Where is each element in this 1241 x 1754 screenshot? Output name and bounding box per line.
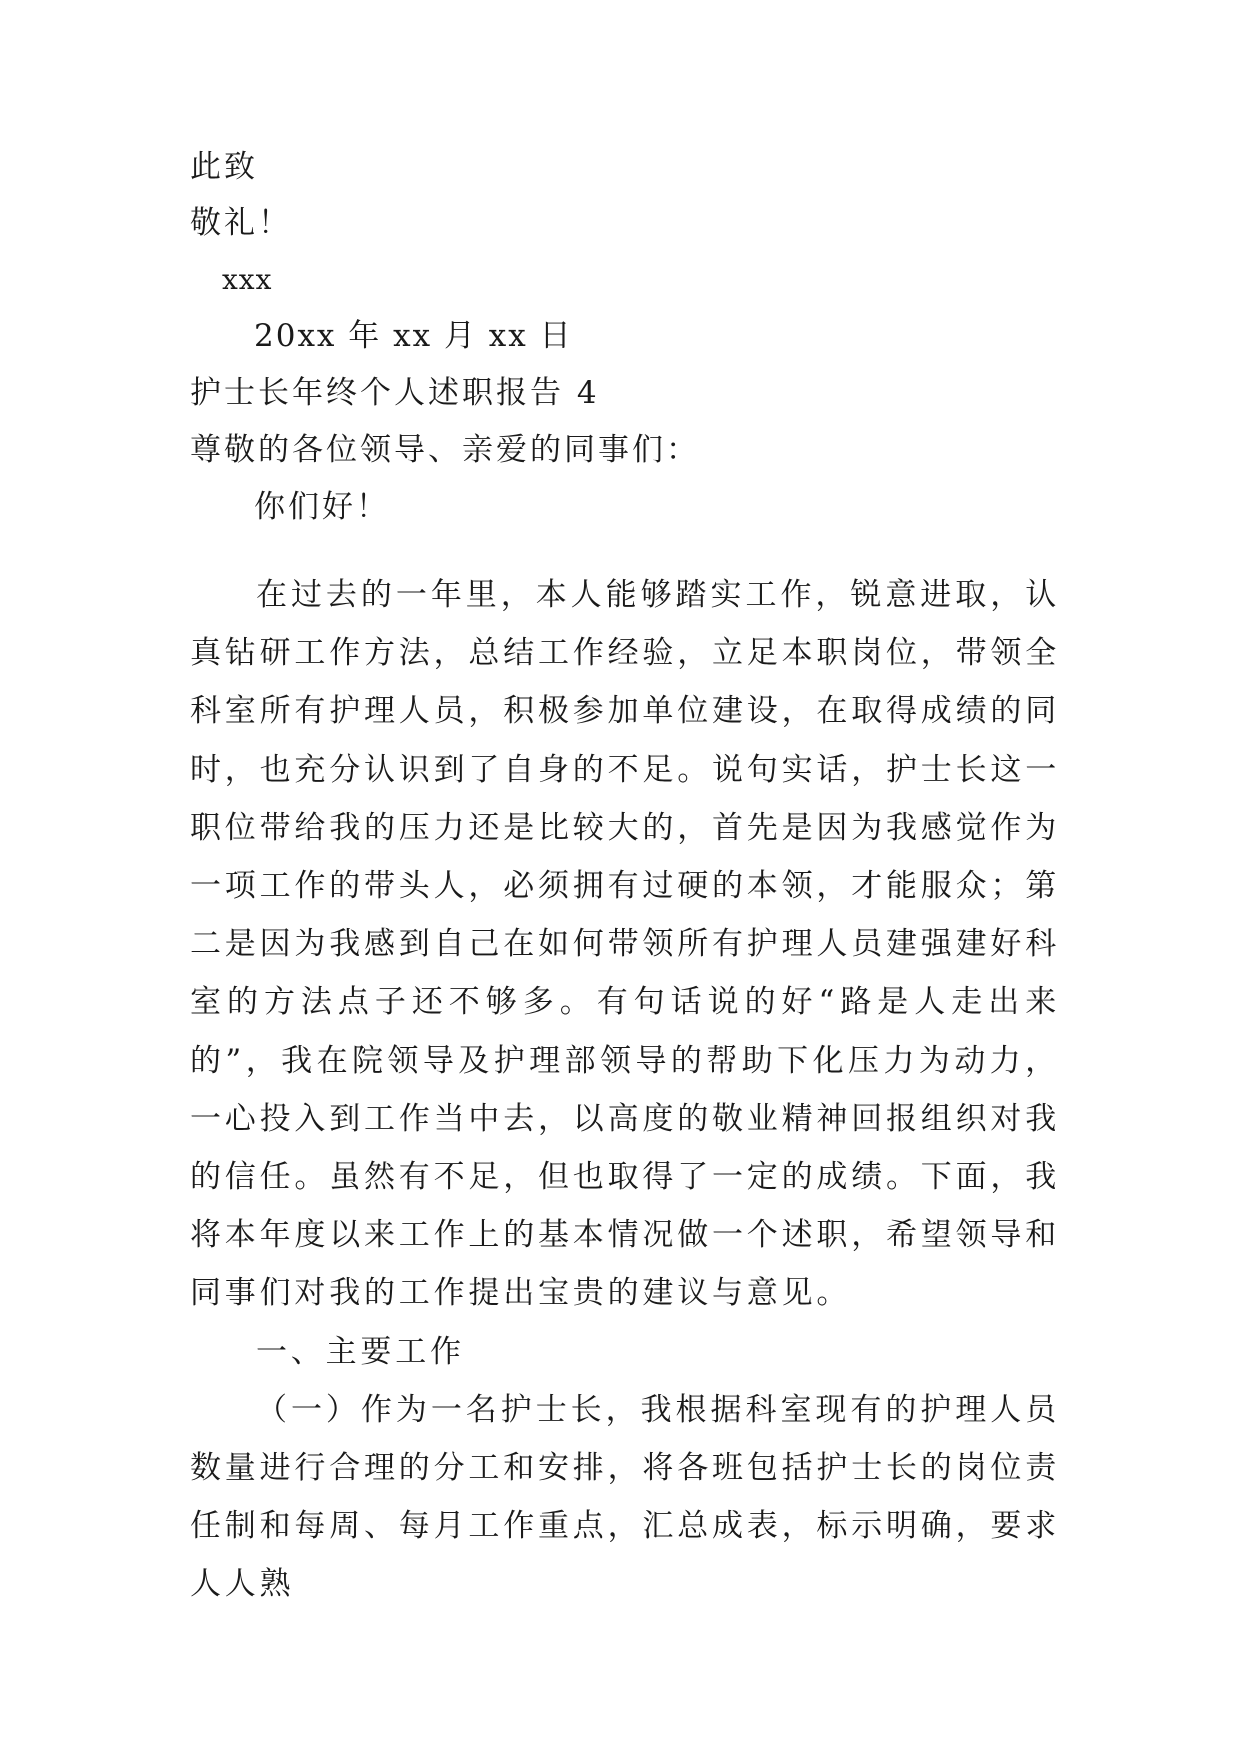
- paragraph-intro: 在过去的一年里，本人能够踏实工作，锐意进取，认真钻研工作方法，总结工作经验，立足本职岗位，带领全科室所有护理人员，积极参加单位建设，在取得成绩的同时，也充分认识到了自身的不足。说句实话，护士长这一职位带给我的压力还是比较大的，首先是因为我感觉作为一项工作的带头人，必须拥有过硬的本领，才能服众；第二是因为我感到自己在如何带领所有护理人员建强建好科室的方法点子还不够多。有句话说的好“路是人走出来的”，我在院领导及护理部领导的帮助下化压力为动力，一心投入到工作当中去，以高度的敬业精神回报组织对我的信任。虽然有不足，但也取得了一定的成绩。下面，我将本年度以来工作上的基本情况做一个述职，希望领导和同事们对我的工作提出宝贵的建议与意见。: [190, 577, 1060, 1312]
- greeting: 你们好！: [254, 489, 390, 525]
- closing-line-2: 敬礼！: [190, 205, 292, 241]
- report-title: 护士长年终个人述职报告 4: [190, 375, 600, 411]
- report-body: [190, 566, 1060, 1614]
- signature-date: 20xx 年 xx 月 xx 日: [254, 318, 573, 354]
- paragraph-work-1: （一）作为一名护士长，我根据科室现有的护理人员数量进行合理的分工和安排，将各班包括护士长的岗位责任制和每周、每月工作重点，汇总成表，标示明确，要求人人熟: [190, 1391, 1060, 1603]
- closing-line-1: 此致: [190, 149, 258, 185]
- signer-name: xxx: [222, 263, 273, 296]
- salutation: 尊敬的各位领导、亲爱的同事们：: [190, 432, 700, 468]
- section-heading-main-work: 一、主要工作: [256, 1333, 465, 1370]
